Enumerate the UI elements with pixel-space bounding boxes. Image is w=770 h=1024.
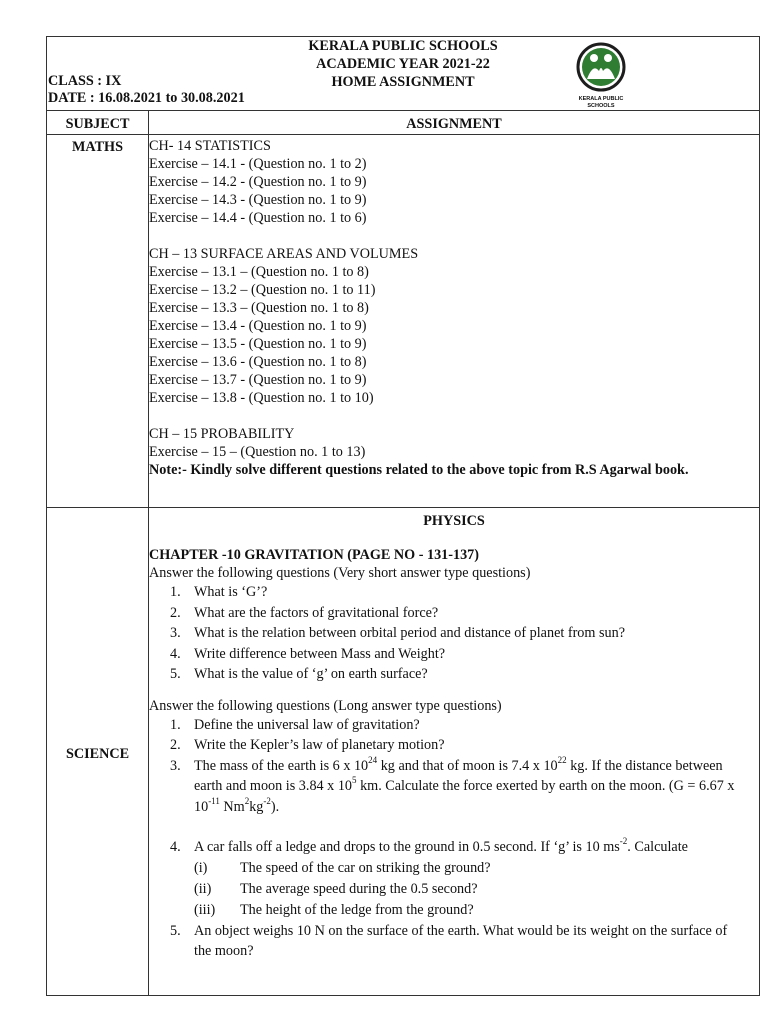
physics-heading: PHYSICS xyxy=(423,513,485,529)
exercise-line: Exercise – 15 – (Question no. 1 to 13) xyxy=(149,444,366,460)
list-item: 5. An object weighs 10 N on the surface of the earth. What would be its weight on the surface of the moon? xyxy=(170,922,728,959)
science-subject-label: SCIENCE xyxy=(65,746,130,762)
ch14-title: CH- 14 STATISTICS xyxy=(149,138,271,154)
header-divider xyxy=(47,110,759,111)
list-item: 2. Write the Kepler’s law of planetary motion? xyxy=(170,737,445,753)
maths-assignment xyxy=(149,137,689,479)
academic-year: ACADEMIC YEAR 2021-22 xyxy=(316,56,490,72)
chapter-title: CHAPTER -10 GRAVITATION (PAGE NO - 131-137) xyxy=(149,547,479,563)
list-item: 2. What are the factors of gravitational force? xyxy=(170,604,439,621)
exercise-line: Exercise – 13.1 – (Question no. 1 to 8) xyxy=(149,264,369,280)
exercise-line: Exercise – 13.7 - (Question no. 1 to 9) xyxy=(149,372,367,388)
long-answer-list-continued xyxy=(149,837,755,962)
logo-caption: KERALA PUBLIC SCHOOLS xyxy=(578,96,624,109)
column-header-divider xyxy=(47,134,759,135)
school-logo xyxy=(571,41,631,109)
exercise-line: Exercise – 14.4 - (Question no. 1 to 6) xyxy=(149,210,367,226)
exercise-line: Exercise – 13.8 - (Question no. 1 to 10) xyxy=(149,390,374,406)
long-answer-intro: Answer the following questions (Long answer type questions) xyxy=(149,697,502,714)
sub-question: (i) The speed of the car on striking the ground? xyxy=(194,859,491,876)
maths-science-divider xyxy=(47,507,759,508)
exercise-line: Exercise – 13.6 - (Question no. 1 to 8) xyxy=(149,354,367,370)
list-item: 5. What is the value of ‘g’ on earth surface? xyxy=(170,666,428,682)
list-item: 3. The mass of the earth is 6 x $10^{24}$ kg and that of moon is 7.4 x $10^{22}$ kg. If the distance between earth and moon is 3.84 x $10^5$ km. Calculate the force exerted by earth on the moon. (G = 6.67 x $10^{-11}$ $Nm^2kg^{-2}$). xyxy=(170,754,735,815)
assignment-sheet xyxy=(46,36,760,996)
exercise-line: Exercise – 13.2 – (Question no. 1 to 11) xyxy=(149,282,376,298)
exercise-line: Exercise – 14.3 - (Question no. 1 to 9) xyxy=(149,192,367,208)
list-item: 4. Write difference between Mass and Weight? xyxy=(170,645,446,662)
subject-column-header: SUBJECT xyxy=(65,116,130,132)
assignment-column-header: ASSIGNMENT xyxy=(406,116,502,132)
exercise-line: Exercise – 13.4 - (Question no. 1 to 9) xyxy=(149,318,367,334)
list-item: 1. What is ‘G’? xyxy=(170,584,268,600)
short-answer-list xyxy=(149,582,755,685)
short-answer-intro: Answer the following questions (Very short answer type questions) xyxy=(149,565,531,581)
ch13-title: CH – 13 SURFACE AREAS AND VOLUMES xyxy=(149,246,419,262)
ch15-title: CH – 15 PROBABILITY xyxy=(149,426,295,442)
list-item: 1. Define the universal law of gravitation? xyxy=(170,716,420,733)
class-label: CLASS : IX xyxy=(48,73,122,89)
long-answer-list xyxy=(149,715,755,818)
exercise-line: Exercise – 13.3 – (Question no. 1 to 8) xyxy=(149,300,369,316)
school-name: KERALA PUBLIC SCHOOLS xyxy=(308,38,498,54)
sub-question: (iii) The height of the ledge from the ground? xyxy=(194,901,474,918)
sub-question: (ii) The average speed during the 0.5 second? xyxy=(194,880,478,897)
maths-note: Note:- Kindly solve different questions related to the above topic from R.S Agarwal book. xyxy=(149,462,689,478)
exercise-line: Exercise – 13.5 - (Question no. 1 to 9) xyxy=(149,336,367,352)
list-item: 4. A car falls off a ledge and drops to the ground in 0.5 second. If ‘g’ is 10 $ms^{-2}$. Calculate xyxy=(170,836,688,855)
maths-subject-label: MATHS xyxy=(72,139,123,155)
science-assignment xyxy=(149,546,755,962)
assignment-title: HOME ASSIGNMENT xyxy=(331,74,475,90)
exercise-line: Exercise – 14.1 - (Question no. 1 to 2) xyxy=(149,156,367,172)
date-label: DATE : 16.08.2021 to 30.08.2021 xyxy=(48,90,245,106)
list-item: 3. What is the relation between orbital period and distance of planet from sun? xyxy=(170,625,625,641)
exercise-line: Exercise – 14.2 - (Question no. 1 to 9) xyxy=(149,174,367,190)
